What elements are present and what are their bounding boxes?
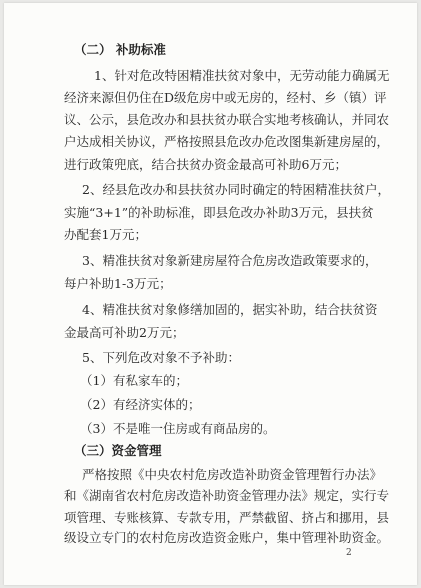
section-heading-fund-management: （三）资金管理 xyxy=(74,443,162,459)
paragraph-line: 经济来源但仍住在D级危房中或无房的，经村、乡（镇）评 xyxy=(64,90,387,106)
page-number: 2 xyxy=(346,548,352,558)
paragraph-line: 实施“3+1”的补助标准，即县危改办补助3万元，县扶贫 xyxy=(64,204,374,220)
paragraph-line: 办配套1万元； xyxy=(64,227,147,242)
paragraph-line: 4、精准扶贫对象修缮加固的，据实补助，结合扶贫资 xyxy=(82,301,378,317)
paragraph-line: 议、公示，县危改办和县扶贫办联合实地考核确认，并同农 xyxy=(64,112,390,128)
paragraph-line: 2、经县危改办和县扶贫办同时确定的特困精准扶贫户， xyxy=(82,182,390,197)
paragraph-line: 项管理、专账核算、专款专用，严禁截留、挤占和挪用，县 xyxy=(64,509,390,525)
list-item: （3）不是唯一住房或有商品房的。 xyxy=(80,420,276,436)
paragraph-line: 户达成相关协议，严格按照县危改办危改图集新建房屋的， xyxy=(64,133,390,149)
list-item: （1）有私家车的； xyxy=(80,373,188,388)
paragraph-line: 金最高可补助2万元； xyxy=(64,324,185,340)
list-item: （2）有经济实体的； xyxy=(80,396,201,412)
paragraph-line: 1、针对危改特困精准扶贫对象中，无劳动能力确属无 xyxy=(94,68,390,84)
paragraph-line: 5、下列危改对象不予补助： xyxy=(82,350,240,366)
paragraph-line: 进行政策兜底，结合扶贫办资金最高可补助6万元； xyxy=(64,156,347,172)
paragraph-line: 每户补助1-3万元； xyxy=(64,276,172,292)
document-page xyxy=(4,3,417,585)
section-heading-subsidy-standard: （二） 补助标准 xyxy=(74,42,166,57)
paragraph-line: 和《湖南省农村危房改造补助资金管理办法》规定，实行专 xyxy=(64,487,390,503)
paragraph-line: 严格按照《中央农村危房改造补助资金管理暂行办法》 xyxy=(82,467,383,483)
paragraph-line: 级设立专门的农村危房改造资金账户，集中管理补助资金。 xyxy=(64,530,390,545)
paragraph-line: 3、精准扶贫对象新建房屋符合危房改造政策要求的， xyxy=(82,253,378,269)
